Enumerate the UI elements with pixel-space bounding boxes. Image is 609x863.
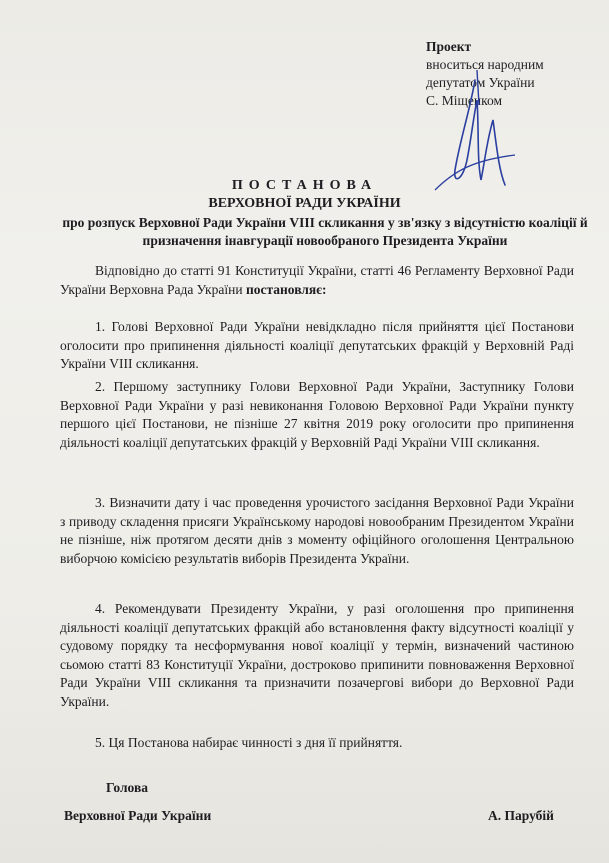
paragraph-3: 3. Визначити дату і час проведення урочистого засідання Верховної Ради України з приводу складення присяги Українському народові новообраним Президентом України не пізніше, ніж протягом десяти днів з моменту офіційного оголошення Центральною виборчою комісією результатів виборів Президента України. <box>60 495 574 566</box>
paragraph-1: 1. Голові Верховної Ради України невідкладно після прийняття цієї Постанови оголосити про припинення діяльності коаліції депутатських фракцій у Верховній Раді України VIII скликання. <box>60 319 574 371</box>
project-label: Проект <box>426 39 472 54</box>
paragraph-2: 2. Першому заступнику Голови Верховної Ради України, Заступнику Голови Верховної Ради України у разі невиконання Головою Верховної Ради України пункту першого цієї Постанови, не пізніше 27 квітня 2019 року оголосити про припинення діяльності коаліції депутатських фракцій у Верховній Раді України VIII скликання. <box>60 379 574 450</box>
signatory-name: А. Парубій <box>488 808 554 823</box>
preamble-text: Відповідно до статті 91 Конституції України, статті 46 Регламенту Верховної Ради України Верховна Рада України <box>60 263 574 297</box>
header-line-2: депутатом України <box>426 75 535 90</box>
signatory-role-line-2: Верховної Ради України <box>64 808 212 823</box>
header-line-3: С. Міщенком <box>426 93 503 108</box>
paragraph-4: 4. Рекомендувати Президенту України, у разі оголошення про припинення діяльності коаліції депутатських фракцій або встановлення факту відсутності коаліції у судовому порядку та несформування нової коаліції у термін, визначений частиною сьомою статті 83 Конституції України, достроково припинити повноваження Верховної Ради України VIII скликання та призначити позачергові вибори до Верховної Ради України. <box>60 601 574 709</box>
issuer-title: ВЕРХОВНОЇ РАДИ УКРАЇНИ <box>208 196 401 211</box>
header-line-1: вноситься народним <box>426 57 544 72</box>
document-subject: про розпуск Верховної Ради України VIII скликання у зв'язку з відсутністю коаліції й призначення інавгурації новообраного Президента України <box>62 215 588 248</box>
document-type-title: ПОСТАНОВА <box>231 178 378 193</box>
signatory-role-line-1: Голова <box>106 780 149 795</box>
preamble <box>60 262 574 299</box>
paragraph-5: 5. Ця Постанова набирає чинності з дня її прийняття. <box>95 735 403 750</box>
preamble-bold: постановляє: <box>245 281 327 297</box>
